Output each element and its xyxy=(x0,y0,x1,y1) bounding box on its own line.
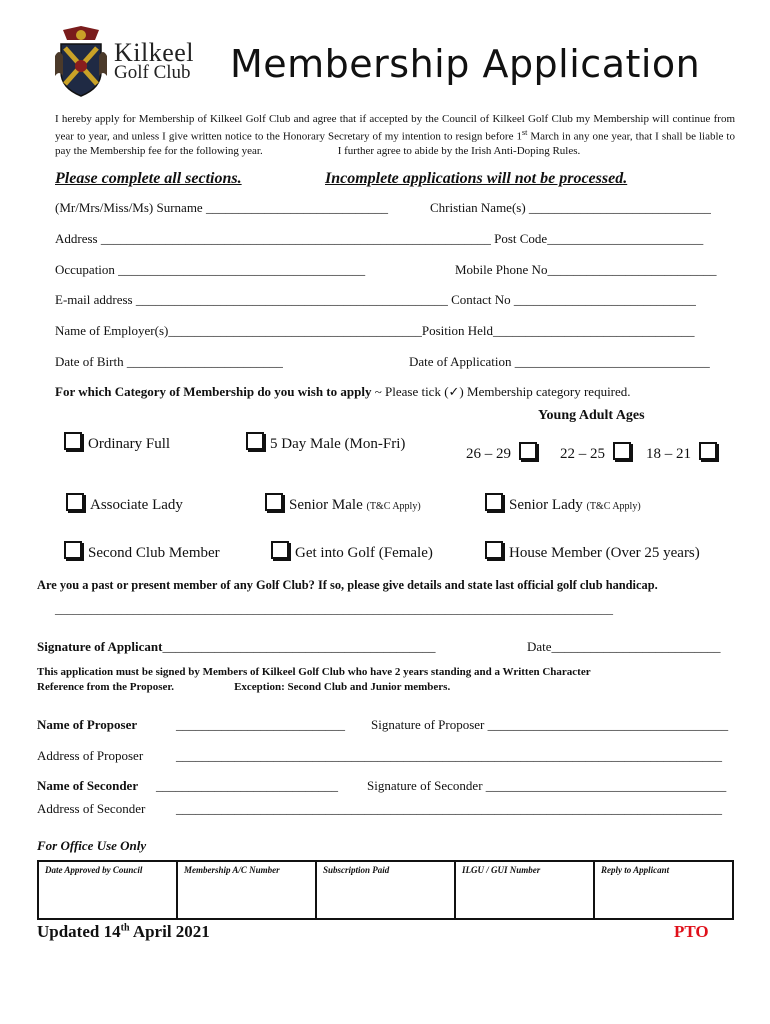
option-senior-lady[interactable]: Senior Lady (T&C Apply) xyxy=(485,493,641,514)
notice-complete-all: Please complete all sections. xyxy=(55,170,242,187)
logo-text-kilkeel: Kilkeel xyxy=(114,38,195,67)
past-member-details-line[interactable]: _____________________________________________________________________________________________ xyxy=(55,602,613,616)
option-age-22-25[interactable]: 22 – 25 xyxy=(560,442,631,463)
category-question: For which Category of Membership do you wish to apply ~ Please tick (✓) Membership category required. xyxy=(55,384,631,399)
christian-name-field[interactable]: Christian Name(s) ____________________________ xyxy=(430,200,711,215)
seconder-name-field[interactable]: ____________________________ xyxy=(156,778,338,793)
option-age-18-21[interactable]: 18 – 21 xyxy=(646,442,717,463)
checkbox[interactable] xyxy=(271,541,289,559)
date-of-application-field[interactable]: Date of Application ______________________________ xyxy=(409,354,710,369)
proposer-name-label: Name of Proposer xyxy=(37,717,138,732)
proposer-name-field[interactable]: __________________________ xyxy=(176,717,345,732)
option-senior-male[interactable]: Senior Male (T&C Apply) xyxy=(265,493,421,514)
checkbox[interactable] xyxy=(64,541,82,559)
applicant-signature-field[interactable]: Signature of Applicant__________________________________________ xyxy=(37,639,436,654)
updated-date: Updated 14th April 2021 xyxy=(37,922,210,941)
checkbox[interactable] xyxy=(485,493,503,511)
past-member-question: Are you a past or present member of any Golf Club? If so, please give details and state last official golf club handicap. xyxy=(37,578,658,592)
seconder-address-field[interactable]: ____________________________________________________________________________________ xyxy=(176,801,722,816)
checkbox[interactable] xyxy=(265,493,283,511)
address-field[interactable]: Address ____________________________________________________________ Post Code________________________ xyxy=(55,231,704,246)
checkbox[interactable] xyxy=(246,432,264,450)
signature-date-field[interactable]: Date__________________________ xyxy=(527,639,721,654)
proposer-requirement-line2: Reference from the Proposer. Exception: Second Club and Junior members. xyxy=(37,681,451,693)
logo-text-golf-club: Golf Club xyxy=(114,62,191,83)
checkbox[interactable] xyxy=(613,442,631,460)
proposer-requirement-line1: This application must be signed by Members of Kilkeel Golf Club who have 2 years standing and a Written Character xyxy=(37,666,591,678)
page-title: Membership Application xyxy=(230,42,701,86)
option-ordinary-full[interactable]: Ordinary Full xyxy=(64,432,170,453)
office-col-subscription-paid: Subscription Paid xyxy=(316,861,455,919)
notice-incomplete: Incomplete applications will not be processed. xyxy=(325,170,628,187)
employer-field[interactable]: Name of Employer(s)_______________________________________Position Held_______________________________ xyxy=(55,323,695,338)
seconder-address-label: Address of Seconder xyxy=(37,801,146,816)
email-field[interactable]: E-mail address ________________________________________________ Contact No ____________________________ xyxy=(55,292,696,307)
checkbox[interactable] xyxy=(485,541,503,559)
office-col-membership-number: Membership A/C Number xyxy=(177,861,316,919)
seconder-name-label: Name of Seconder xyxy=(37,778,139,793)
office-col-ilgu-gui-number: ILGU / GUI Number xyxy=(455,861,594,919)
occupation-field[interactable]: Occupation ______________________________________ xyxy=(55,262,366,277)
club-crest-logo xyxy=(55,26,107,98)
proposer-signature-field[interactable]: Signature of Proposer _____________________________________ xyxy=(371,717,729,732)
checkbox[interactable] xyxy=(66,493,84,511)
mobile-phone-field[interactable]: Mobile Phone No__________________________ xyxy=(455,262,717,277)
office-col-reply-to-applicant: Reply to Applicant xyxy=(594,861,733,919)
office-col-date-approved: Date Approved by Council xyxy=(38,861,177,919)
checkbox[interactable] xyxy=(699,442,717,460)
option-house-member[interactable]: House Member (Over 25 years) xyxy=(485,541,700,562)
option-second-club-member[interactable]: Second Club Member xyxy=(64,541,220,562)
checkbox[interactable] xyxy=(64,432,82,450)
young-adult-heading: Young Adult Ages xyxy=(538,408,645,423)
option-get-into-golf[interactable]: Get into Golf (Female) xyxy=(271,541,433,562)
option-associate-lady[interactable]: Associate Lady xyxy=(66,493,183,514)
date-of-birth-field[interactable]: Date of Birth ________________________ xyxy=(55,354,283,369)
pto-label: PTO xyxy=(674,922,709,941)
checkbox[interactable] xyxy=(519,442,537,460)
option-age-26-29[interactable]: 26 – 29 xyxy=(466,442,537,463)
seconder-signature-field[interactable]: Signature of Seconder _____________________________________ xyxy=(367,778,727,793)
proposer-address-field[interactable]: ____________________________________________________________________________________ xyxy=(176,748,722,763)
option-5-day-male[interactable]: 5 Day Male (Mon-Fri) xyxy=(246,432,405,453)
intro-paragraph: I hereby apply for Membership of Kilkeel Golf Club and agree that if accepted by the Council of Kilkeel Golf Club my Membership will continue from year to year, and unless I give written notice to the Honorary Secretary of my intention to resign before 1st March in any one year, that I shall be liable to pay the Membership fee for the following year. I further agree to abide by the Irish Anti-Doping Rules. xyxy=(55,113,735,157)
proposer-address-label: Address of Proposer xyxy=(37,748,144,763)
office-use-heading: For Office Use Only xyxy=(37,838,147,853)
office-use-table xyxy=(37,860,734,920)
surname-field[interactable]: (Mr/Mrs/Miss/Ms) Surname ____________________________ xyxy=(55,200,388,215)
